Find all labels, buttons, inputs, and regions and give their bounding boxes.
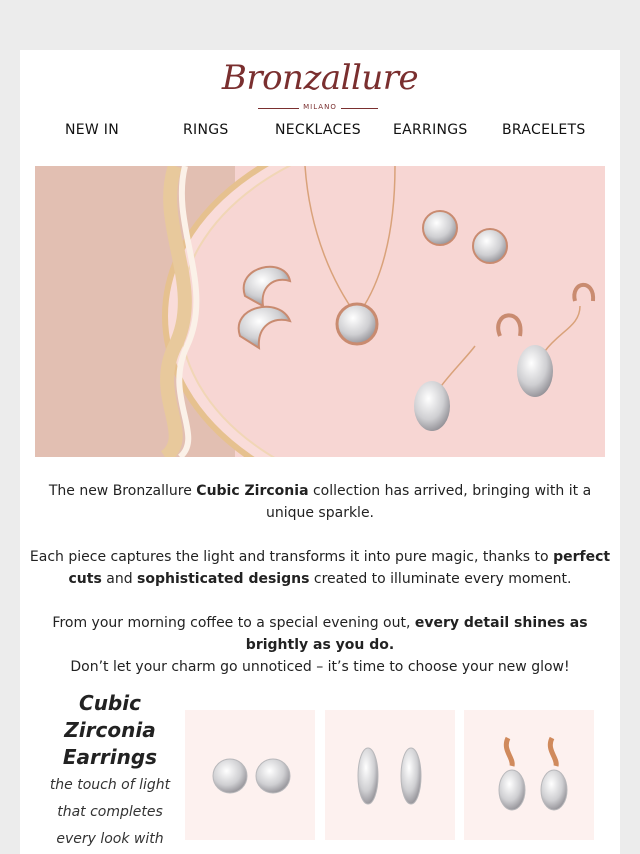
jewelry-collection-photo	[35, 166, 605, 457]
hero-image[interactable]	[35, 166, 605, 457]
email-card	[20, 50, 620, 854]
brand-logo[interactable]	[20, 56, 620, 112]
nav-item-earrings[interactable]: EARRINGS	[393, 122, 468, 138]
stud-earrings-icon	[185, 710, 315, 840]
promo-title: Cubic Zirconia Earrings	[62, 691, 158, 769]
product-tile-drop-earrings[interactable]	[464, 710, 594, 840]
intro-paragraph-1: The new Bronzallure Cubic Zirconia collection has arrived, bringing with it a unique sparkle.	[48, 483, 592, 521]
brand-name: Bronzallure	[221, 58, 419, 98]
nav-item-new-in[interactable]: NEW IN	[65, 122, 120, 138]
intro-paragraph-2: Each piece captures the light and transforms it into pure magic, thanks to perfect cuts and sophisticated designs created to illuminate every moment.	[29, 549, 611, 587]
nav-item-necklaces[interactable]: NECKLACES	[275, 122, 361, 138]
product-tile-stud-earrings[interactable]	[185, 710, 315, 840]
nav-item-bracelets[interactable]: BRACELETS	[502, 122, 586, 138]
drop-earrings-icon	[464, 710, 594, 840]
intro-paragraph-3: From your morning coffee to a special evening out, every detail shines as brightly as you do. Don’t let your charm go unnoticed – it’s time to choose your new glow!	[52, 615, 588, 675]
nav-item-rings[interactable]: RINGS	[183, 122, 229, 138]
brand-tagline: MILANO	[20, 103, 620, 111]
product-tile-hoop-earrings[interactable]	[325, 710, 455, 840]
promo-subtitle: the touch of light that completes every look with	[49, 777, 171, 847]
main-nav	[40, 122, 605, 142]
hoop-earrings-icon	[325, 710, 455, 840]
